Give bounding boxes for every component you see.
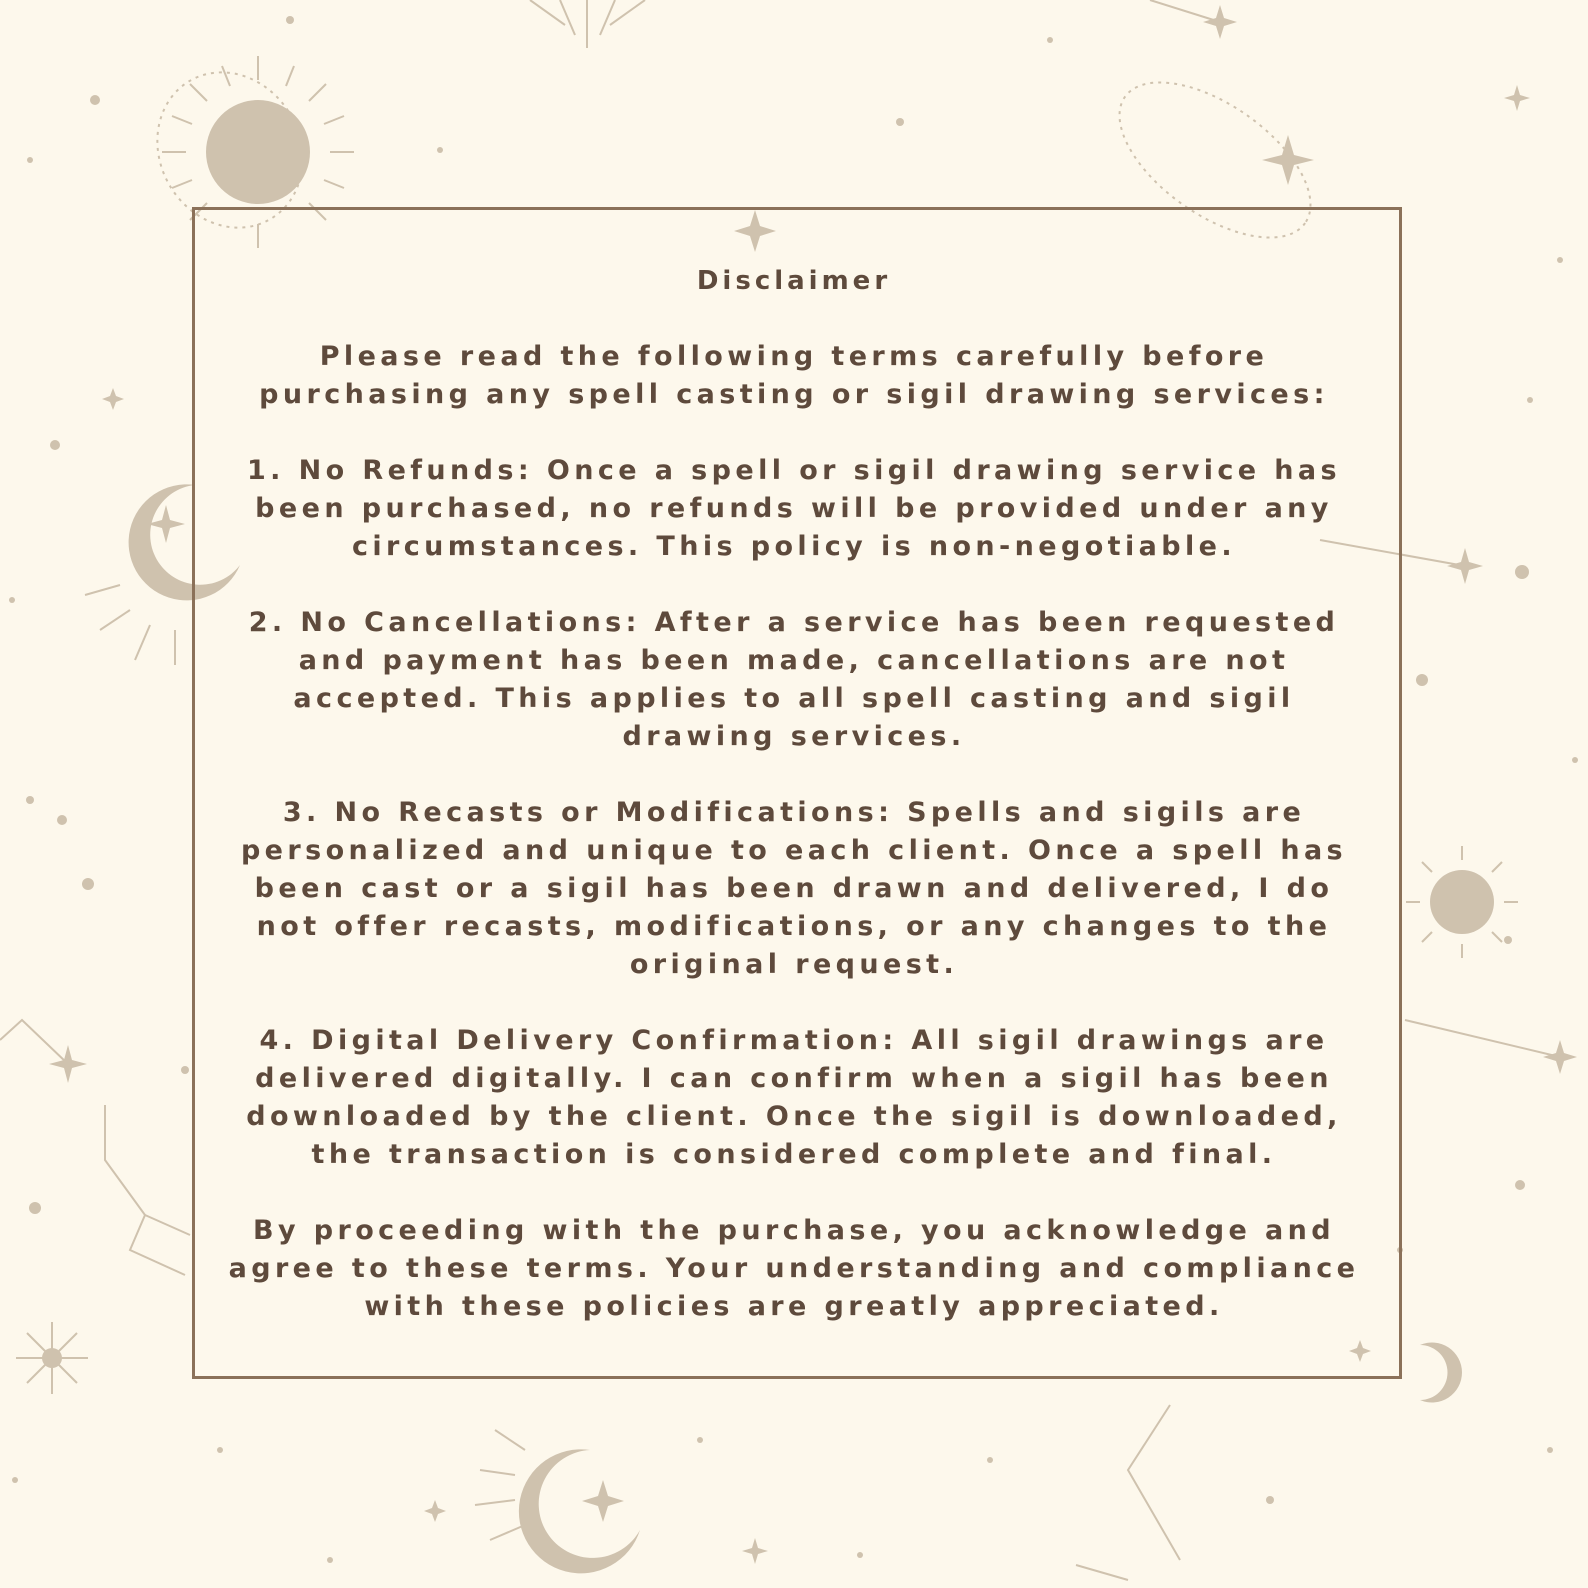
term-line: delivered digitally. I can confirm when a sigil has been (255, 1063, 1333, 1094)
term-line: been cast or a sigil has been drawn and delivered, I do (254, 873, 1334, 904)
term-no-cancellations (0, 604, 1588, 756)
term-line: drawing services. (622, 721, 966, 752)
page-title: Disclaimer (696, 266, 892, 296)
intro-line: purchasing any spell casting or sigil drawing services: (259, 379, 1329, 410)
term-no-refunds (0, 452, 1588, 566)
term-line: downloaded by the client. Once the sigil is downloaded, (246, 1101, 1342, 1132)
term-line: 2. No Cancellations: After a service has been requested (248, 607, 1340, 638)
term-line: not offer recasts, modifications, or any changes to the (256, 911, 1332, 942)
term-line: been purchased, no refunds will be provided under any (255, 493, 1333, 524)
term-line: 3. No Recasts or Modifications: Spells and sigils are (282, 797, 1306, 828)
closing-line: agree to these terms. Your understanding and compliance (228, 1253, 1360, 1284)
term-line: original request. (629, 949, 959, 980)
term-line: the transaction is considered complete and final. (311, 1139, 1277, 1170)
closing-line: By proceeding with the purchase, you acknowledge and (252, 1215, 1335, 1246)
intro-line: Please read the following terms carefully before (319, 341, 1269, 372)
term-line: 1. No Refunds: Once a spell or sigil drawing service has (246, 455, 1342, 486)
disclaimer-content (0, 262, 1588, 1364)
term-digital-delivery (0, 1022, 1588, 1174)
term-line: 4. Digital Delivery Confirmation: All sigil drawings are (259, 1025, 1329, 1056)
term-line: and payment has been made, cancellations are not (298, 645, 1290, 676)
term-line: personalized and unique to each client. Once a spell has (240, 835, 1348, 866)
closing-line: with these policies are greatly appreciated. (364, 1291, 1224, 1322)
intro-paragraph (0, 338, 1588, 414)
term-line: accepted. This applies to all spell casting and sigil (293, 683, 1295, 714)
term-line: circumstances. This policy is non-negotiable. (351, 531, 1237, 562)
term-no-recasts (0, 794, 1588, 984)
closing-paragraph (0, 1212, 1588, 1326)
